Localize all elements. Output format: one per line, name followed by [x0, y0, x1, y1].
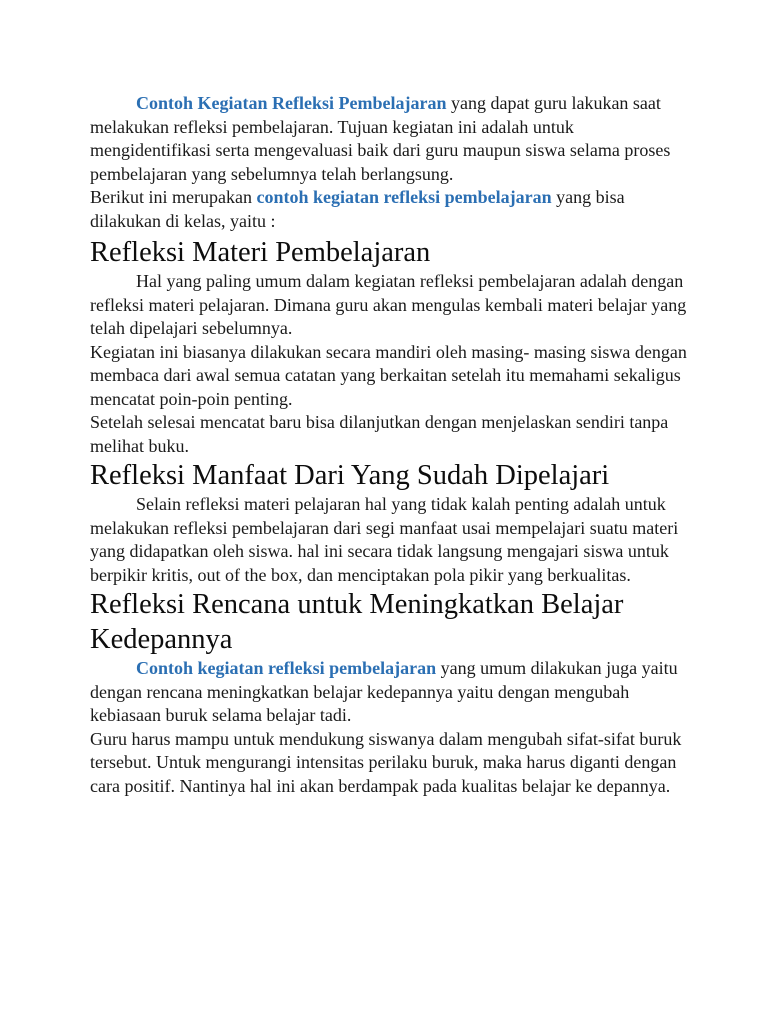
- intro-paragraph: [90, 92, 690, 186]
- section-heading-materi: Refleksi Materi Pembelajaran: [90, 237, 431, 268]
- document-page: [90, 92, 690, 798]
- section2-paragraph-1: Selain refleksi materi pelajaran hal yang tidak kalah penting adalah untuk melakukan refleksi pembelajaran dari segi manfaat usai mempelajari suatu materi yang didapatkan oleh siswa. hal ini secara tidak langsung mengajari siswa untuk berpikir kritis, out of the box, dan menciptakan pola pikir yang berkualitas.: [90, 494, 679, 585]
- section-heading-rencana: Refleksi Rencana untuk Meningkatkan Belajar Kedepannya: [90, 589, 624, 655]
- section1-paragraph-1: Hal yang paling umum dalam kegiatan refleksi pembelajaran adalah dengan refleksi materi pelajaran. Dimana guru akan mengulas kembali materi belajar yang telah dipelajari sebelumnya.: [90, 271, 687, 338]
- section1-paragraph-2: Kegiatan ini biasanya dilakukan secara mandiri oleh masing- masing siswa dengan membaca dari awal semua catatan yang berkaitan setelah itu memahami sekaligus mencatat poin-poin penting.: [90, 341, 687, 409]
- intro-text: yang dapat guru lakukan saat melakukan refleksi pembelajaran. Tujuan kegiatan ini adalah untuk mengidentifikasi serta mengevaluasi baik dari guru maupun siswa selama proses pembelajaran yang sebelumnya telah berlangsung.: [90, 93, 671, 184]
- section3-text: yang umum dilakukan juga yaitu dengan rencana meningkatkan belajar kedepannya yaitu dengan mengubah kebiasaan buruk selama belajar tadi.: [90, 658, 678, 725]
- section3-paragraph-1: [90, 657, 690, 728]
- section1-paragraph-3: Setelah selesai mencatat baru bisa dilanjutkan dengan menjelaskan sendiri tanpa melihat buku.: [90, 412, 669, 456]
- section3-link[interactable]: Contoh kegiatan refleksi pembelajaran: [136, 658, 437, 678]
- examples-link[interactable]: contoh kegiatan refleksi pembelajaran: [256, 187, 552, 207]
- intro-list-text-before: Berikut ini merupakan: [90, 187, 257, 207]
- section3-paragraph-2: Guru harus mampu untuk mendukung siswanya dalam mengubah sifat-sifat buruk tersebut. Untuk mengurangi intensitas perilaku buruk, maka harus diganti dengan cara positif. Nantinya hal ini akan berdampak pada kualitas belajar ke depannya.: [90, 728, 682, 796]
- section-heading-manfaat: Refleksi Manfaat Dari Yang Sudah Dipelajari: [90, 460, 610, 491]
- intro-list-paragraph: [90, 186, 690, 233]
- article-link[interactable]: Contoh Kegiatan Refleksi Pembelajaran: [136, 93, 447, 113]
- intro-list-text-after: yang bisa dilakukan di kelas, yaitu :: [90, 187, 625, 231]
